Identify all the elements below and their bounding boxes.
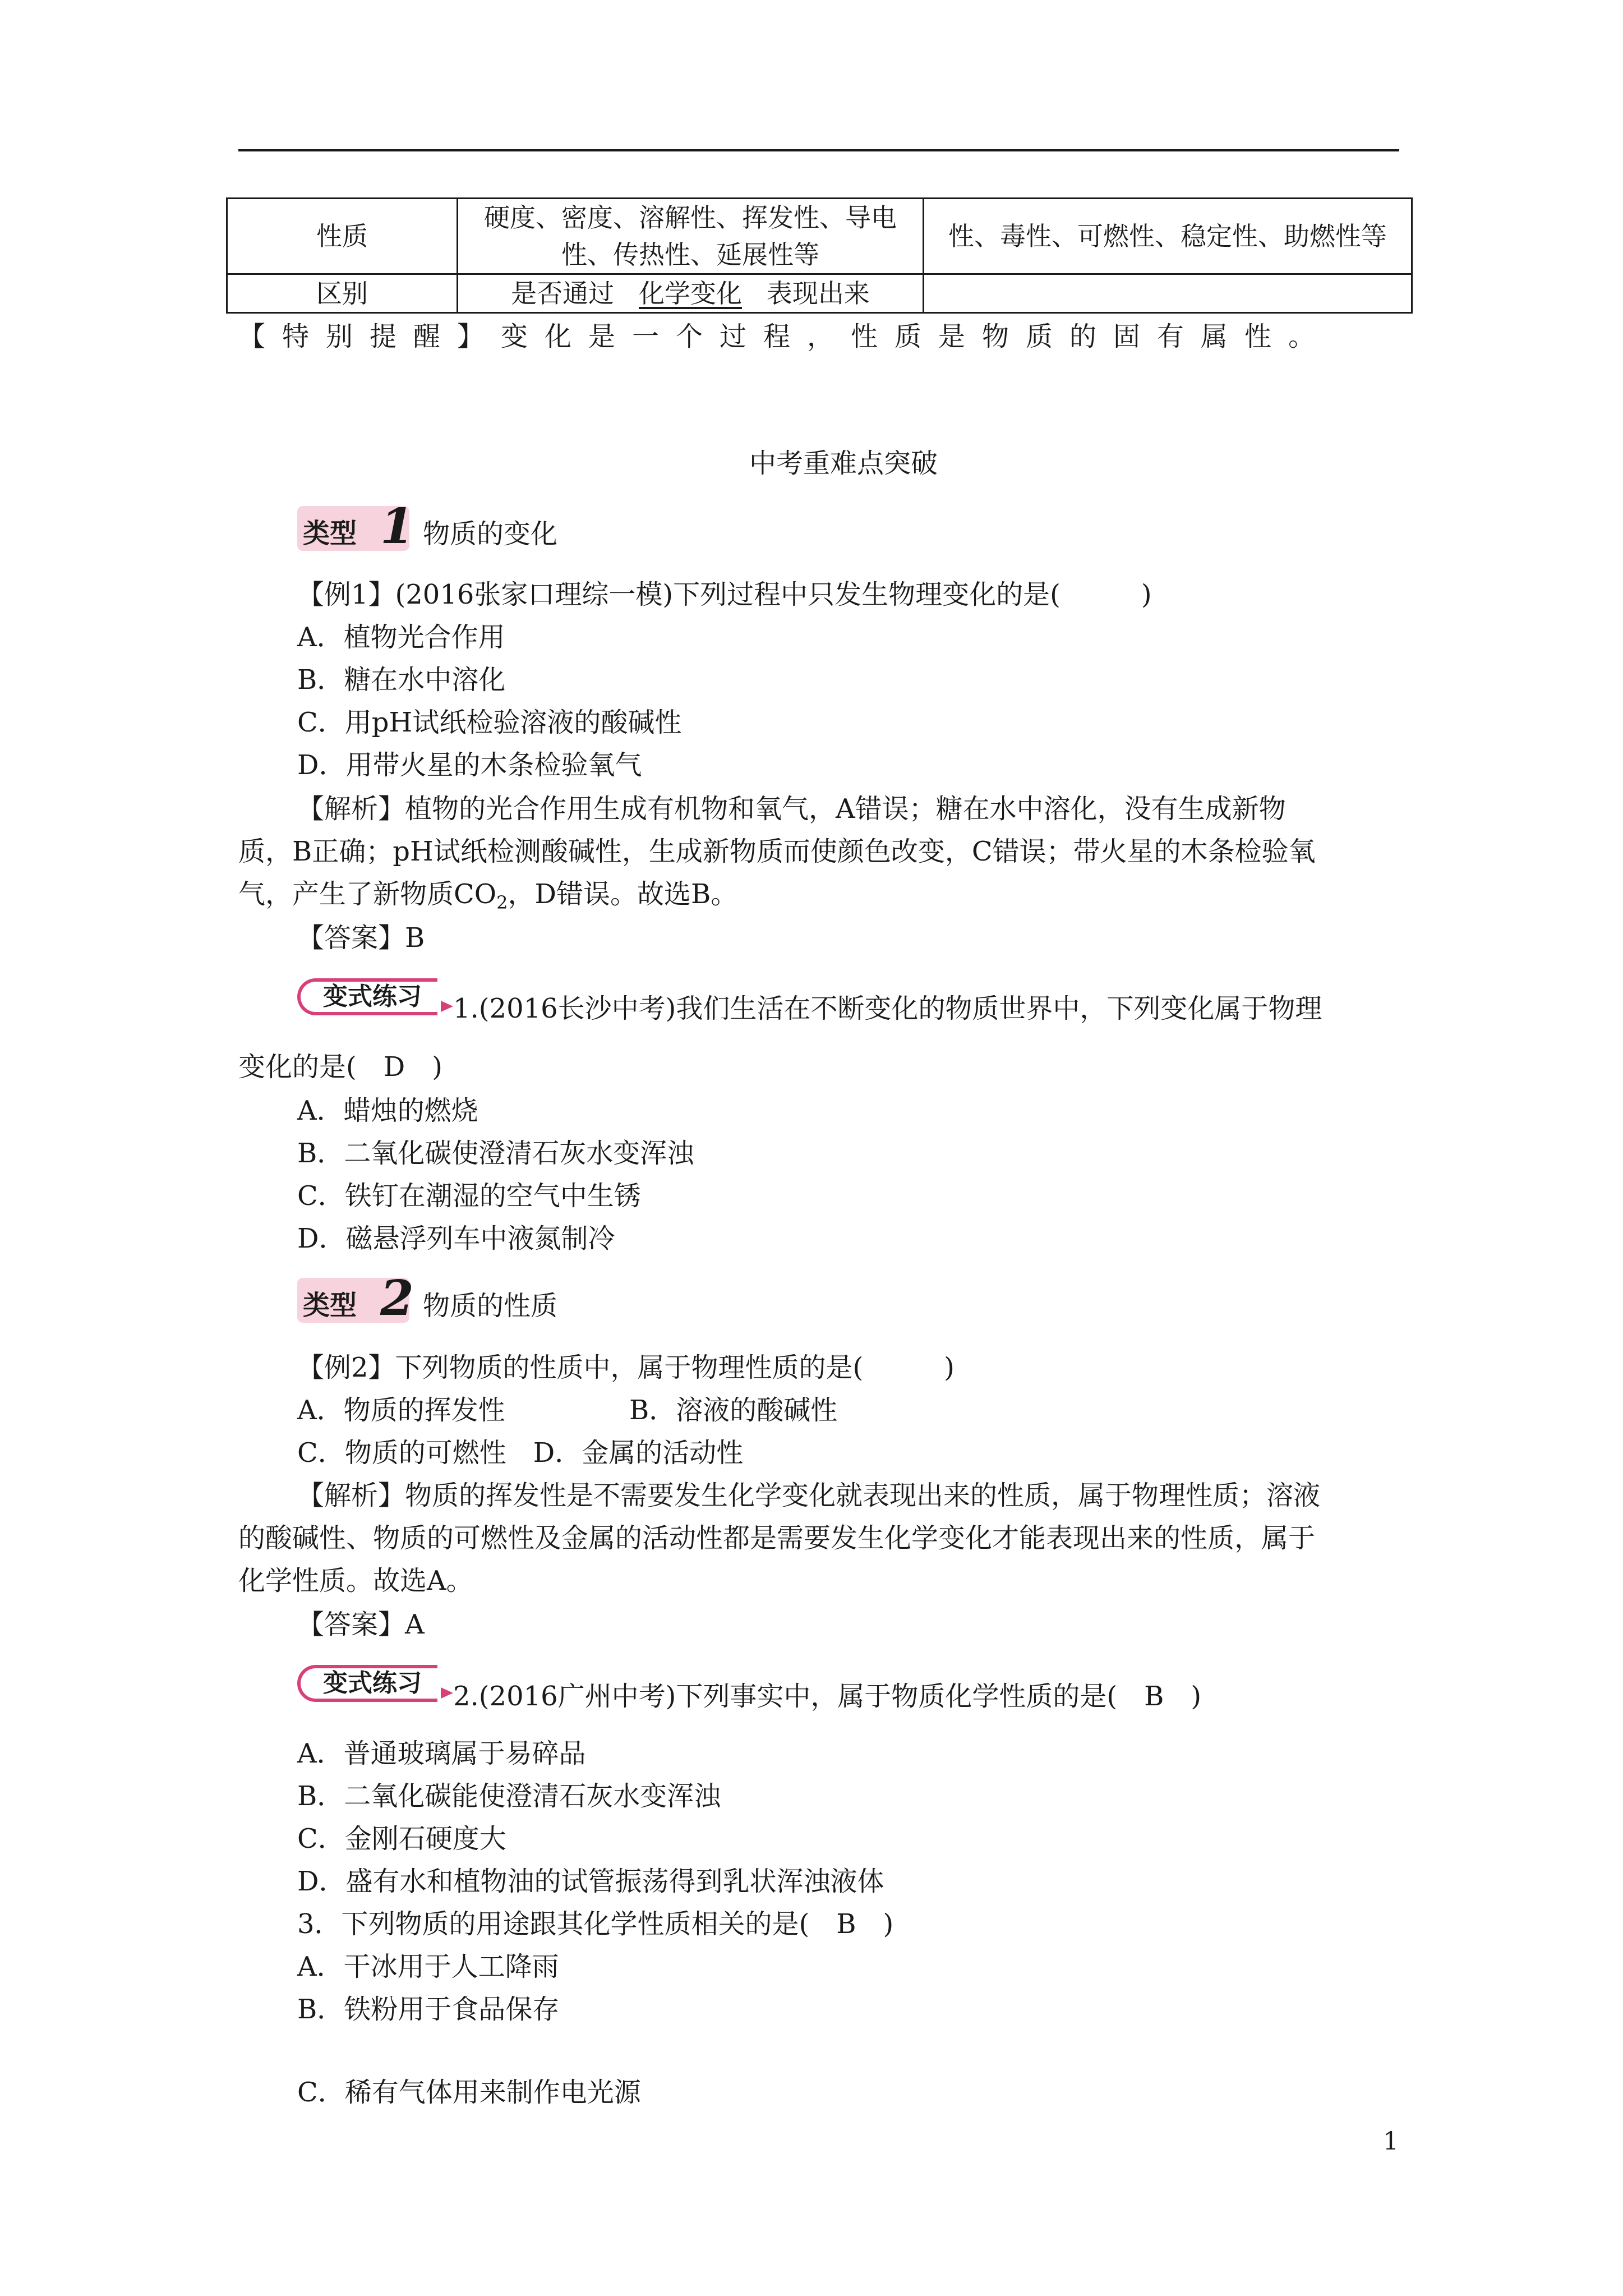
type-badge-number: 2 (380, 1270, 414, 1327)
option: B．二氧化碳能使澄清石灰水变浑浊 (297, 1780, 721, 1812)
problem-line: 变化的是( D ) (238, 1051, 442, 1083)
option: B．溶液的酸碱性 (629, 1395, 838, 1426)
option: C．金刚石硬度大 (297, 1823, 506, 1855)
option: C．稀有气体用来制作电光源 (297, 2077, 641, 2108)
option: D．用带火星的木条检验氧气 (297, 749, 642, 781)
analysis-line: 质，B正确；pH试纸检测酸碱性，生成新物质而使颜色改变，C错误；带火星的木条检验氧 (238, 836, 1316, 867)
variant-badge-label: 变式练习 (323, 1669, 422, 1697)
option: B．糖在水中溶化 (297, 664, 506, 696)
option: B．铁粉用于食品保存 (297, 1994, 560, 2025)
header-rule (238, 149, 1399, 151)
table-cell (924, 274, 1412, 313)
properties-table (226, 197, 1413, 314)
table-cell (458, 274, 924, 313)
option: A．蜡烛的燃烧 (297, 1095, 478, 1126)
table-row (227, 199, 1412, 274)
analysis-line: 的酸碱性、物质的可燃性及金属的活动性都是需要发生化学变化才能表现出来的性质，属于 (238, 1522, 1316, 1554)
example-question: 【例1】(2016张家口理综一模)下列过程中只发生物理变化的是( ) (297, 579, 1152, 610)
difference-suffix: 表现出来 (766, 278, 870, 309)
special-tip: 【特别提醒】变化是一个过程，性质是物质的固有属性。 (238, 321, 1332, 352)
option: A．物质的挥发性 (297, 1395, 505, 1426)
example-question: 【例2】下列物质的性质中，属于物理性质的是( ) (297, 1352, 955, 1383)
difference-prefix: 是否通过 (511, 278, 615, 309)
fill-blank-answer: 化学变化 (639, 278, 742, 309)
type-badge-label: 类型 (303, 1290, 357, 1321)
type-badge (297, 1270, 414, 1327)
option: A．普通玻璃属于易碎品 (297, 1738, 586, 1769)
variant-badge-label: 变式练习 (323, 982, 422, 1011)
variant-badge (297, 978, 437, 1015)
section-title: 中考重难点突破 (749, 448, 938, 479)
answer: 【答案】A (297, 1609, 425, 1640)
option: A．干冰用于人工降雨 (297, 1951, 559, 1982)
option: B．二氧化碳使澄清石灰水变浑浊 (297, 1138, 694, 1169)
page-number: 1 (1383, 2127, 1399, 2156)
type-title: 物质的性质 (423, 1290, 558, 1322)
table-cell: 性、毒性、可燃性、稳定性、助燃性等 (924, 199, 1412, 274)
type-title: 物质的变化 (423, 518, 558, 550)
variant-badge (297, 1665, 437, 1702)
option: C．铁钉在潮湿的空气中生锈 (297, 1180, 641, 1212)
arrow-icon (441, 1687, 453, 1699)
option: C．物质的可燃性 D．金属的活动性 (297, 1437, 744, 1469)
analysis-line: 气，产生了新物质$CO_2$，D错误。故选B。 (238, 878, 738, 913)
option: D．盛有水和植物油的试管振荡得到乳状浑浊液体 (297, 1866, 884, 1897)
type-badge-number: 1 (380, 498, 414, 555)
option: A．植物光合作用 (297, 622, 505, 653)
option: C．用pH试纸检验溶液的酸碱性 (297, 707, 682, 738)
problem-line: 1.(2016长沙中考)我们生活在不断变化的物质世界中，下列变化属于物理 (453, 993, 1322, 1024)
analysis-line: 【解析】物质的挥发性是不需要发生化学变化就表现出来的性质，属于物理性质；溶液 (297, 1480, 1321, 1511)
arrow-icon (441, 1001, 453, 1012)
option: D．磁悬浮列车中液氮制冷 (297, 1223, 615, 1254)
type-badge-label: 类型 (303, 518, 357, 549)
table-cell: 性质 (227, 199, 458, 274)
problem-line: 2.(2016广州中考)下列事实中，属于物质化学性质的是( B ) (453, 1681, 1202, 1712)
type-badge (297, 498, 414, 555)
analysis-line: 【解析】植物的光合作用生成有机物和氧气，A错误；糖在水中溶化，没有生成新物 (297, 793, 1286, 825)
table-row (227, 274, 1412, 313)
problem-line: 3．下列物质的用途跟其化学性质相关的是( B ) (297, 1908, 894, 1940)
table-cell: 区别 (227, 274, 458, 313)
answer: 【答案】B (297, 922, 425, 954)
analysis-line: 化学性质。故选A。 (238, 1565, 473, 1596)
table-cell: 硬度、密度、溶解性、挥发性、导电性、传热性、延展性等 (458, 199, 924, 274)
